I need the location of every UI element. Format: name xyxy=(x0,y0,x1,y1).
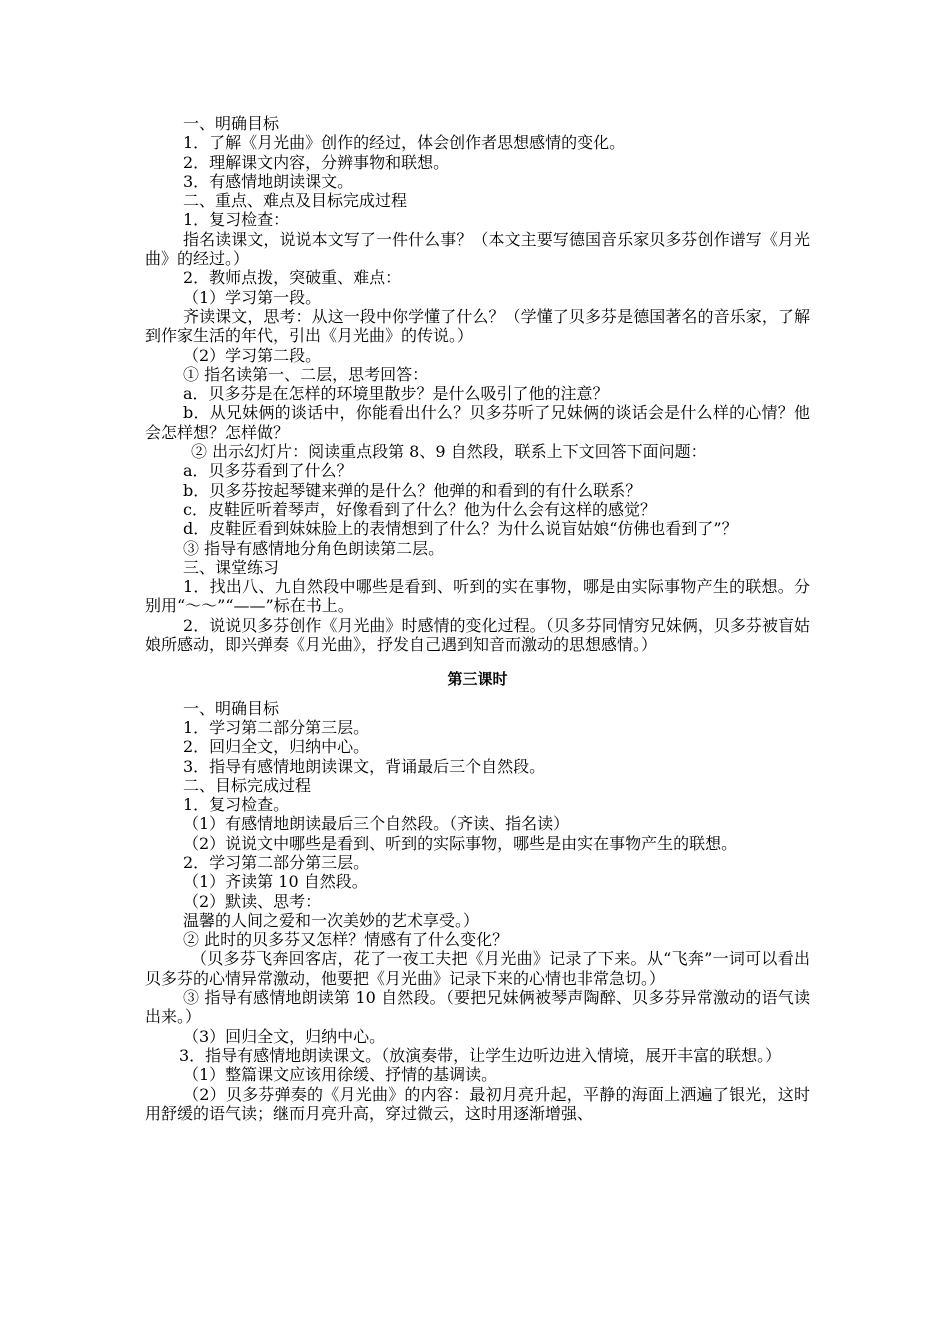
paragraph: d．皮鞋匠看到妹妹脸上的表情想到了什么？为什么说盲姑娘“仿佛也看到了”？ xyxy=(183,519,738,539)
paragraph: 温馨的人间之爱和一次美妙的艺术享受。） xyxy=(183,910,480,930)
lesson-section-3 xyxy=(145,699,810,1124)
paragraph: 3．指导有感情地朗读课文，背诵最后三个自然段。 xyxy=(183,756,546,776)
paragraph: ③ 指导有感情地分角色朗读第二层。 xyxy=(183,538,445,558)
paragraph: 1．复习检查。 xyxy=(183,795,290,815)
paragraph: a．贝多芬看到了什么？ xyxy=(183,461,353,481)
paragraph: （1）整篇课文应该用徐缓、抒情的基调读。 xyxy=(183,1065,498,1085)
paragraph: 2．回归全文，归纳中心。 xyxy=(183,737,370,757)
paragraph: 3．指导有感情地朗读课文。（放演奏带，让学生边听边进入情境，展开丰富的联想。） xyxy=(179,1045,782,1065)
section-title: 第三课时 xyxy=(447,670,508,689)
paragraph: （1）学习第一段。 xyxy=(183,287,322,307)
paragraph: ② 此时的贝多芬又怎样？情感有了什么变化？ xyxy=(183,930,509,950)
paragraph: 2．说说贝多芬创作《月光曲》时感情的变化过程。（贝多芬同情穷兄妹俩，贝多芬被盲姑娘所感动，即兴弹奏《月光曲》，抒发自己遇到知音而激动的思想感情。） xyxy=(145,615,810,655)
paragraph: ① 指名读第一、二层，思考回答： xyxy=(183,364,429,384)
document-page xyxy=(145,114,810,1123)
paragraph: 2．教师点拨，突破重、难点： xyxy=(183,268,402,288)
paragraph: c．皮鞋匠听着琴声，好像看到了什么？他为什么会有这样的感觉？ xyxy=(183,499,656,519)
paragraph: 1．了解《月光曲》创作的经过，体会创作者思想感情的变化。 xyxy=(183,133,626,153)
paragraph: 三、课堂练习 xyxy=(183,557,280,577)
paragraph: 2．学习第二部分第三层。 xyxy=(183,852,370,872)
paragraph: 指名读课文，说说本文写了一件什么事？（本文主要写德国音乐家贝多芬创作谱写《月光曲》的经过。） xyxy=(145,229,810,269)
lesson-section-2 xyxy=(145,114,810,654)
paragraph: b．从兄妹俩的谈话中，你能看出什么？贝多芬听了兄妹俩的谈话会是什么样的心情？他会怎样想？怎样做？ xyxy=(145,403,810,442)
paragraph: 二、重点、难点及目标完成过程 xyxy=(183,191,408,211)
paragraph: （1）齐读第 10 自然段。 xyxy=(183,872,368,892)
paragraph: （1）有感情地朗读最后三个自然段。（齐读、指名读） xyxy=(183,814,570,834)
paragraph: b．贝多芬按起琴键来弹的是什么？他弹的和看到的有什么联系？ xyxy=(183,480,642,500)
paragraph: 一、明确目标 xyxy=(183,114,280,133)
paragraph: 1．找出八、九自然段中哪些是看到、听到的实在事物，哪是由实际事物产生的联想。分别用“～～”“——”标在书上。 xyxy=(145,577,810,616)
paragraph: a．贝多芬是在怎样的环境里散步？是什么吸引了他的注意？ xyxy=(183,384,609,404)
paragraph: 二、目标完成过程 xyxy=(183,775,312,795)
paragraph: 1．复习检查： xyxy=(183,210,290,230)
paragraph: （2）学习第二段。 xyxy=(183,345,322,365)
paragraph: （3）回归全文，归纳中心。 xyxy=(183,1026,386,1046)
paragraph: ② 出示幻灯片：阅读重点段第 8、9 自然段，联系上下文回答下面问题： xyxy=(191,442,707,462)
paragraph: 齐读课文，思考：从这一段中你学懂了什么？（学懂了贝多芬是德国著名的音乐家，了解到作家生活的年代，引出《月光曲》的传说。） xyxy=(145,306,810,346)
paragraph: ③ 指导有感情地朗读第 10 自然段。（要把兄妹俩被琴声陶醉、贝多芬异常激动的语气读出来。） xyxy=(145,988,810,1027)
paragraph: （2）贝多芬弹奏的《月光曲》的内容：最初月亮升起，平静的海面上洒遍了银光，这时用舒缓的语气读；继而月亮升高，穿过微云，这时用逐渐增强、 xyxy=(145,1084,810,1123)
paragraph: 2．理解课文内容，分辨事物和联想。 xyxy=(183,152,450,172)
paragraph: （2）默读、思考： xyxy=(183,891,322,911)
paragraph: 1．学习第二部分第三层。 xyxy=(183,717,370,737)
paragraph: （贝多芬飞奔回客店，花了一夜工夫把《月光曲》记录了下来。从“飞奔”一词可以看出贝多芬的心情异常激动，他要把《月光曲》记录下来的心情也非常急切。） xyxy=(145,949,810,988)
paragraph: （2）说说文中哪些是看到、听到的实际事物，哪些是由实在事物产生的联想。 xyxy=(183,833,738,853)
paragraph: 3．有感情地朗读课文。 xyxy=(183,171,354,191)
paragraph: 一、明确目标 xyxy=(183,698,280,718)
